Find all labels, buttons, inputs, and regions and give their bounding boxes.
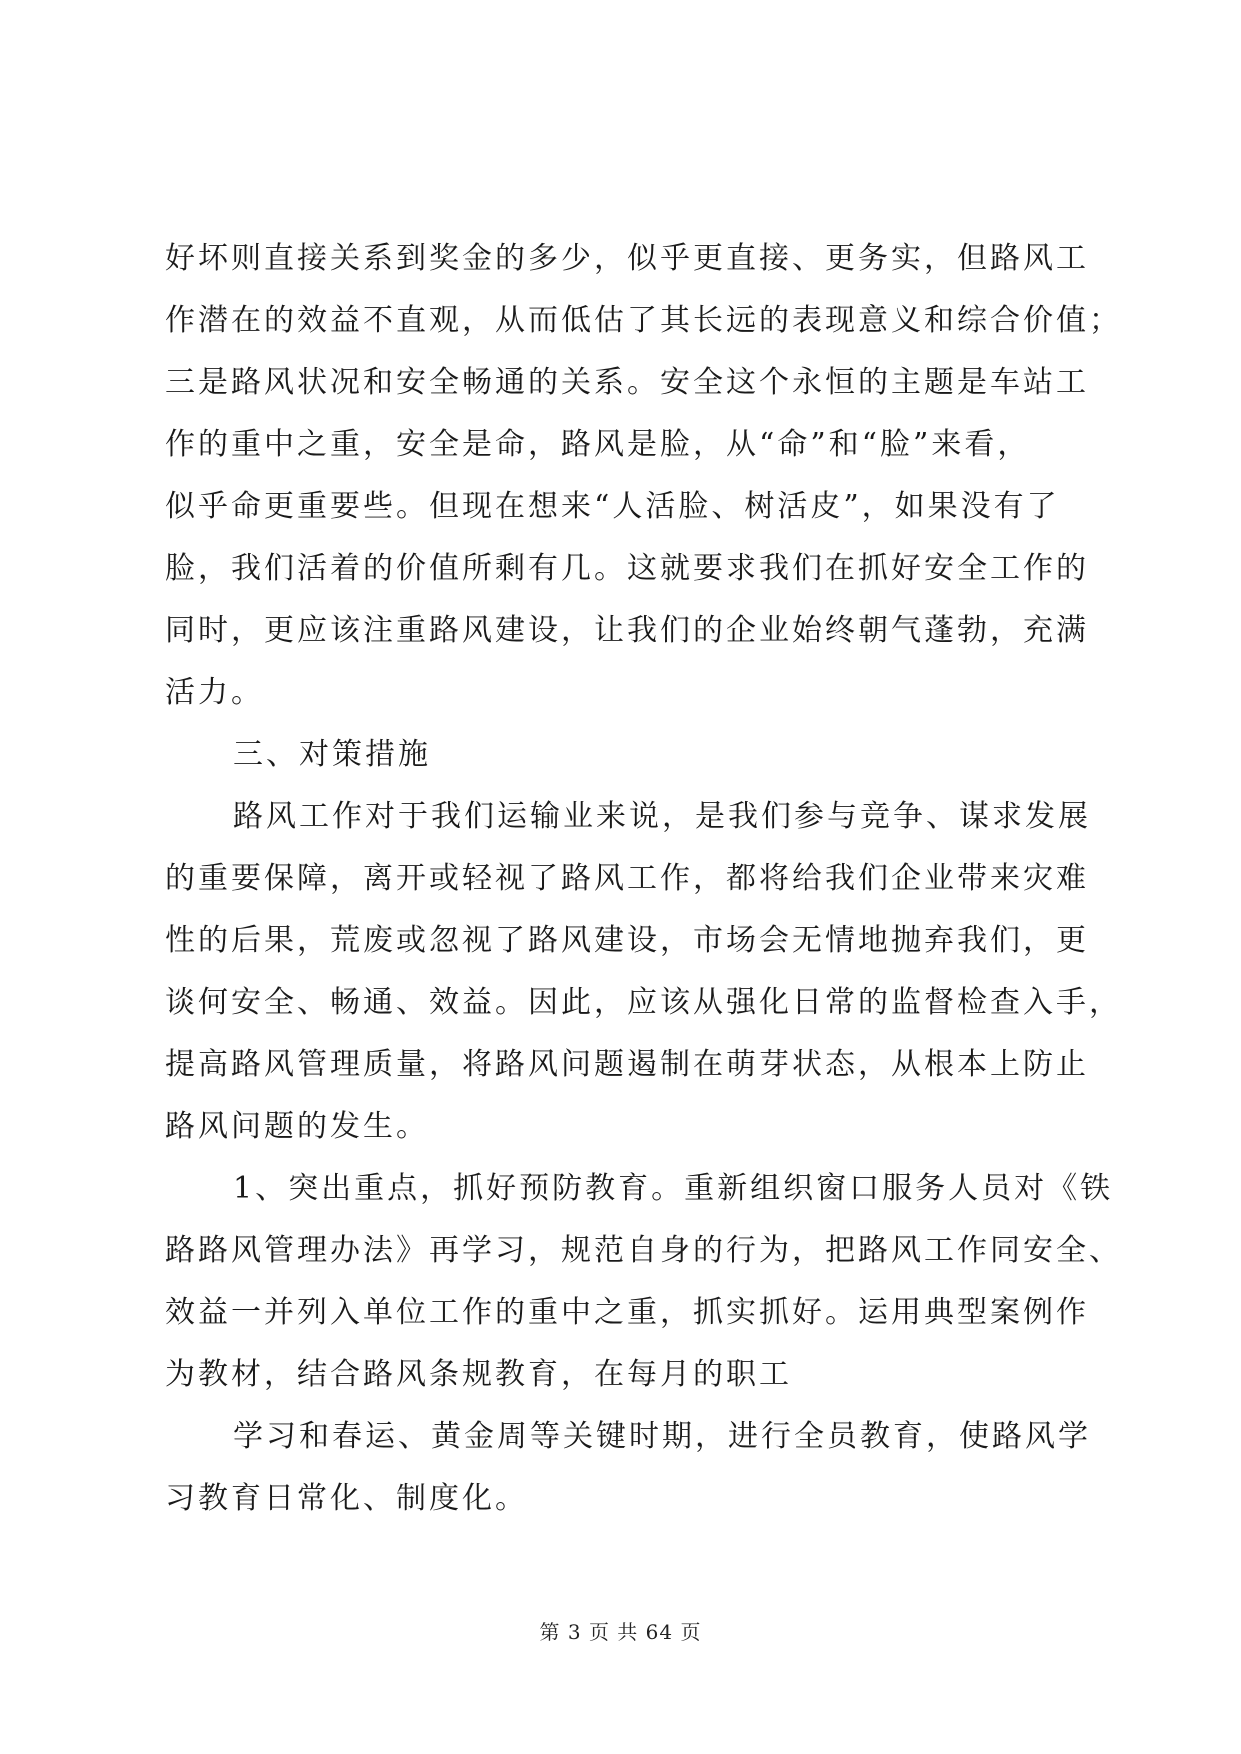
text-line-4: 作的重中之重，安全是命，路风是脸，从“命”和“脸”来看，: [165, 427, 1031, 462]
text-line-3: 三是路风状况和安全畅通的关系。安全这个永恒的主题是车站工: [165, 365, 1089, 400]
text-line-12: 性的后果，荒废或忽视了路风建设，市场会无情地抛弃我们，更: [165, 923, 1089, 958]
text-line-7: 同时，更应该注重路风建设，让我们的企业始终朝气蓬勃，充满: [165, 613, 1089, 648]
text-line-14: 提高路风管理质量，将路风问题遏制在萌芽状态，从根本上防止: [165, 1047, 1089, 1082]
text-line-15: 路风问题的发生。: [165, 1109, 429, 1144]
text-line-19: 为教材，结合路风条规教育，在每月的职工: [165, 1357, 792, 1392]
page-number-footer: 第 3 页 共 64 页: [539, 1620, 702, 1644]
text-line-5: 似乎命更重要些。但现在想来“人活脸、树活皮”，如果没有了: [165, 489, 1060, 524]
text-line-10: 路风工作对于我们运输业来说，是我们参与竞争、谋求发展: [233, 799, 1091, 834]
document-body: [165, 228, 1122, 1530]
text-line-13: 谈何安全、畅通、效益。因此，应该从强化日常的监督检查入手，: [165, 985, 1122, 1020]
text-line-6: 脸，我们活着的价值所剩有几。这就要求我们在抓好安全工作的: [165, 551, 1089, 586]
text-line-20: 学习和春运、黄金周等关键时期，进行全员教育，使路风学: [233, 1419, 1091, 1454]
text-line-1: 好坏则直接关系到奖金的多少，似乎更直接、更务实，但路风工: [165, 241, 1089, 276]
text-line-18: 效益一并列入单位工作的重中之重，抓实抓好。运用典型案例作: [165, 1295, 1089, 1330]
text-line-17: 路路风管理办法》再学习，规范自身的行为，把路风工作同安全、: [165, 1233, 1122, 1268]
text-line-8: 活力。: [165, 675, 264, 710]
text-line-21: 习教育日常化、制度化。: [165, 1481, 528, 1516]
section-heading: 三、对策措施: [233, 737, 431, 772]
text-line-11: 的重要保障，离开或轻视了路风工作，都将给我们企业带来灾难: [165, 861, 1089, 896]
text-line-16: 1、突出重点，抓好预防教育。重新组织窗口服务人员对《铁: [233, 1171, 1114, 1206]
text-line-2: 作潜在的效益不直观，从而低估了其长远的表现意义和综合价值；: [165, 303, 1122, 338]
